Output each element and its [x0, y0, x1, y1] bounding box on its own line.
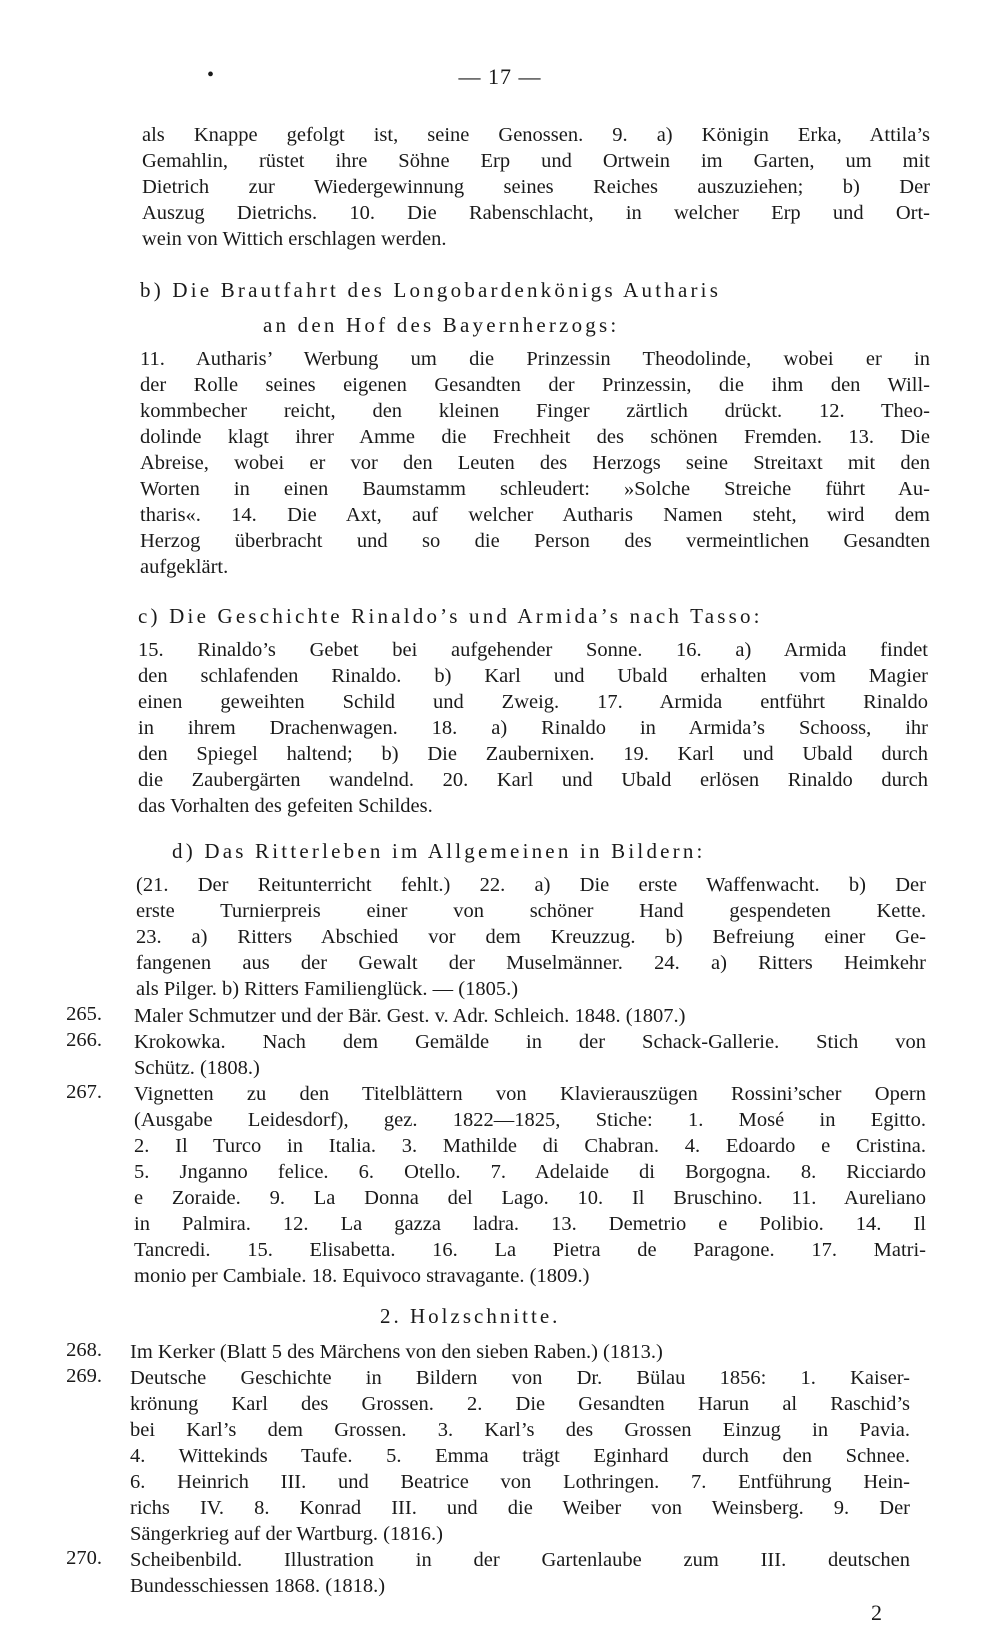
text-line: monio per Cambiale. 18. Equivoco stravagante. (1809.): [134, 1265, 590, 1287]
text-line: als Knappe gefolgt ist, seine Genossen. 9. a) Königin Erka, Attila’s: [142, 124, 930, 146]
entry-number: 270.: [66, 1547, 102, 1569]
section-2-heading: 2. Holzschnitte.: [380, 1304, 561, 1328]
text-line: richs IV. 8. Konrad III. und die Weiber von Weinsberg. 9. Der: [130, 1497, 910, 1519]
text-line: krönung Karl des Grossen. 2. Die Gesandten Harun al Raschid’s: [130, 1393, 910, 1415]
entry-265: [134, 1003, 926, 1029]
text-line: wein von Wittich erschlagen werden.: [142, 228, 447, 250]
page-number: — 17 —: [458, 64, 542, 89]
text-line: bei Karl’s dem Grossen. 3. Karl’s des Grossen Einzug in Pavia.: [130, 1419, 910, 1441]
text-line: Worten in einen Baumstamm schleudert: »Solche Streiche führt Au-: [140, 478, 930, 500]
entry-number: 265.: [66, 1003, 102, 1025]
entry-number: 268.: [66, 1339, 102, 1361]
section-d-heading: d) Das Ritterleben im Allgemeinen in Bildern:: [172, 839, 706, 863]
text-line: Gemahlin, rüstet ihre Söhne Erp und Ortwein im Garten, um mit: [142, 150, 930, 172]
text-line: Auszug Dietrichs. 10. Die Rabenschlacht, in welcher Erp und Ort-: [142, 202, 930, 224]
text-line: 15. Rinaldo’s Gebet bei aufgehender Sonne. 16. a) Armida findet: [138, 639, 928, 661]
text-line: Dietrich zur Wiedergewinnung seines Reiches auszuziehen; b) Der: [142, 176, 930, 198]
text-line: als Pilger. b) Ritters Familienglück. — (1805.): [136, 978, 519, 1000]
entry-269: [130, 1365, 910, 1547]
entry-268: [130, 1339, 910, 1365]
text-line: aufgeklärt.: [140, 556, 229, 578]
text-line: 6. Heinrich III. und Beatrice von Lothringen. 7. Entführung Hein-: [130, 1471, 910, 1493]
text-line: in Palmira. 12. La gazza ladra. 13. Demetrio e Polibio. 14. Il: [134, 1213, 926, 1235]
entry-number: 269.: [66, 1365, 102, 1387]
text-line: Sängerkrieg auf der Wartburg. (1816.): [130, 1523, 443, 1545]
entry-266: [134, 1029, 926, 1081]
entry-number: 267.: [66, 1081, 102, 1103]
text-line: Krokowka. Nach dem Gemälde in der Schack-Gallerie. Stich von: [134, 1031, 926, 1053]
text-line: Abreise, wobei er vor den Leuten des Herzogs seine Streitaxt mit den: [140, 452, 930, 474]
text-line: Bundesschiessen 1868. (1818.): [130, 1575, 386, 1597]
text-line: Tancredi. 15. Elisabetta. 16. La Pietra de Paragone. 17. Matri-: [134, 1239, 926, 1261]
text-line: 23. a) Ritters Abschied vor dem Kreuzzug. b) Befreiung einer Ge-: [136, 926, 926, 948]
text-line: Schütz. (1808.): [134, 1057, 260, 1079]
text-line: erste Turnierpreis einer von schöner Hand gespendeten Kette.: [136, 900, 926, 922]
intro-paragraph: [142, 122, 930, 252]
text-line: Deutsche Geschichte in Bildern von Dr. Bülau 1856: 1. Kaiser-: [130, 1367, 910, 1389]
text-line: Im Kerker (Blatt 5 des Märchens von den sieben Raben.) (1813.): [130, 1341, 663, 1363]
entry-270: [130, 1547, 910, 1599]
text-line: (Ausgabe Leidesdorf), gez. 1822—1825, Stiche: 1. Mosé in Egitto.: [134, 1109, 926, 1131]
section-c-paragraph: [138, 637, 928, 819]
text-line: (21. Der Reitunterricht fehlt.) 22. a) Die erste Waffenwacht. b) Der: [136, 874, 926, 896]
section-d-paragraph: [136, 872, 926, 1002]
section-b-paragraph: [140, 346, 930, 580]
text-line: Scheibenbild. Illustration in der Gartenlaube zum III. deutschen: [130, 1549, 910, 1571]
section-b-heading-line2: an den Hof des Bayernherzogs:: [263, 313, 620, 337]
text-line: in ihrem Drachenwagen. 18. a) Rinaldo in Armida’s Schooss, ihr: [138, 717, 928, 739]
entry-267: [134, 1081, 926, 1289]
text-line: kommbecher reicht, den kleinen Finger zärtlich drückt. 12. Theo-: [140, 400, 930, 422]
entry-number: 266.: [66, 1029, 102, 1051]
text-line: einen geweihten Schild und Zweig. 17. Armida entführt Rinaldo: [138, 691, 928, 713]
text-line: die Zaubergärten wandelnd. 20. Karl und Ubald erlösen Rinaldo durch: [138, 769, 928, 791]
text-line: das Vorhalten des gefeiten Schildes.: [138, 795, 433, 817]
section-c-heading: c) Die Geschichte Rinaldo’s und Armida’s nach Tasso:: [138, 604, 763, 628]
text-line: Maler Schmutzer und der Bär. Gest. v. Adr. Schleich. 1848. (1807.): [134, 1005, 686, 1027]
text-line: fangenen aus der Gewalt der Muselmänner. 24. a) Ritters Heimkehr: [136, 952, 926, 974]
text-line: e Zoraide. 9. La Donna del Lago. 10. Il Bruschino. 11. Aureliano: [134, 1187, 926, 1209]
text-line: tharis«. 14. Die Axt, auf welcher Autharis Namen steht, wird dem: [140, 504, 930, 526]
text-line: dolinde klagt ihrer Amme die Frechheit des schönen Fremden. 13. Die: [140, 426, 930, 448]
page-dot: •: [207, 64, 215, 86]
signature-mark: 2: [871, 1600, 882, 1625]
text-line: den schlafenden Rinaldo. b) Karl und Ubald erhalten vom Magier: [138, 665, 928, 687]
text-line: 11. Autharis’ Werbung um die Prinzessin Theodolinde, wobei er in: [140, 348, 930, 370]
text-line: Vignetten zu den Titelblättern von Klavierauszügen Rossini’scher Opern: [134, 1083, 926, 1105]
section-b-heading-line1: b) Die Brautfahrt des Longobardenkönigs Autharis: [140, 278, 722, 302]
text-line: 4. Wittekinds Taufe. 5. Emma trägt Eginhard durch den Schnee.: [130, 1445, 910, 1467]
text-line: 2. Il Turco in Italia. 3. Mathilde di Chabran. 4. Edoardo e Cristina.: [134, 1135, 926, 1157]
text-line: den Spiegel haltend; b) Die Zaubernixen. 19. Karl und Ubald durch: [138, 743, 928, 765]
text-line: Herzog überbracht und so die Person des vermeintlichen Gesandten: [140, 530, 930, 552]
text-line: 5. Jnganno felice. 6. Otello. 7. Adelaide di Borgogna. 8. Ricciardo: [134, 1161, 926, 1183]
text-line: der Rolle seines eigenen Gesandten der Prinzessin, die ihm den Will-: [140, 374, 930, 396]
